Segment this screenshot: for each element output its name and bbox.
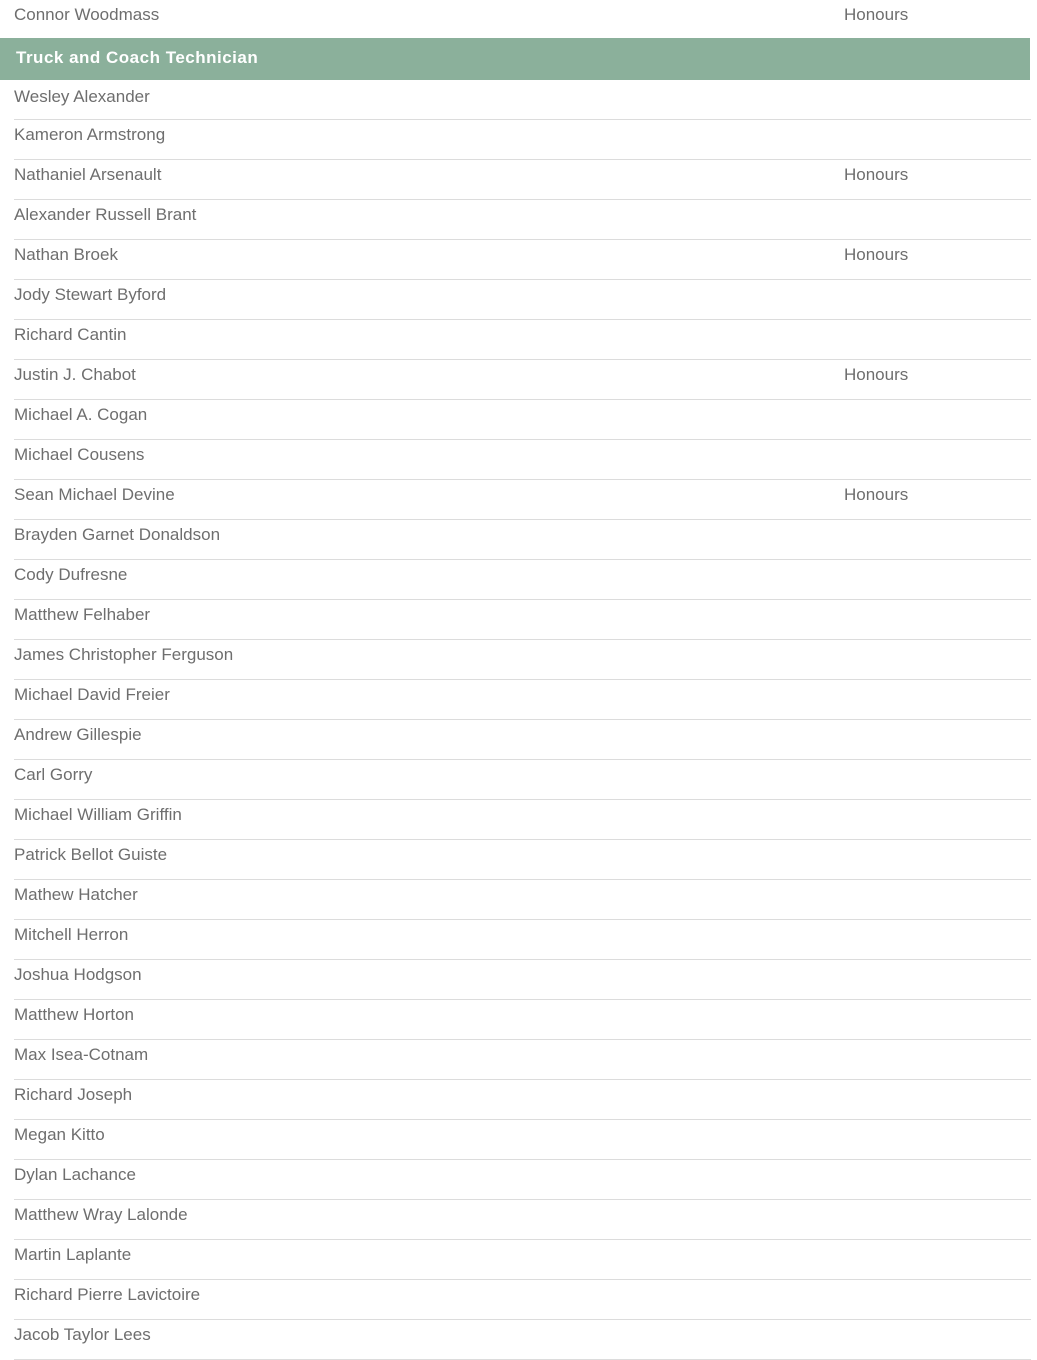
graduate-name: Jody Stewart Byford [14, 285, 167, 304]
list-item [14, 1040, 1031, 1080]
list-item [14, 920, 1031, 960]
graduate-name: Cody Dufresne [14, 565, 128, 584]
honours-label: Honours [844, 245, 909, 264]
graduate-name: Alexander Russell Brant [14, 205, 197, 224]
graduate-name: Wesley Alexander [14, 87, 150, 106]
list-item [14, 640, 1031, 680]
list-item [14, 200, 1031, 240]
graduate-name: Richard Joseph [14, 1085, 133, 1104]
list-item [14, 1240, 1031, 1280]
list-item [14, 400, 1031, 440]
list-item [14, 360, 1031, 400]
section-title: Truck and Coach Technician [16, 48, 259, 67]
list-item [14, 720, 1031, 760]
honours-label: Honours [844, 165, 909, 184]
graduate-name: Mitchell Herron [14, 925, 129, 944]
graduate-name: Sean Michael Devine [14, 485, 175, 504]
graduate-name: Mathew Hatcher [14, 885, 138, 904]
list-item [14, 1200, 1031, 1240]
graduate-name: Richard Pierre Lavictoire [14, 1285, 201, 1304]
honours-label: Honours [844, 365, 909, 384]
graduate-name: Joshua Hodgson [14, 965, 142, 984]
graduate-name: Michael William Griffin [14, 805, 182, 824]
graduate-name: Nathan Broek [14, 245, 118, 264]
list-item [14, 760, 1031, 800]
graduate-name: Connor Woodmass [14, 5, 160, 24]
list-item [14, 120, 1031, 160]
list-item [14, 1000, 1031, 1040]
graduate-name: Justin J. Chabot [14, 365, 136, 384]
list-item [14, 1080, 1031, 1120]
graduate-name: Andrew Gillespie [14, 725, 142, 744]
graduate-name: Jacob Taylor Lees [14, 1325, 151, 1344]
graduate-name: Megan Kitto [14, 1125, 105, 1144]
list-item [14, 520, 1031, 560]
section-rows [0, 80, 1031, 1360]
graduate-name: Martin Laplante [14, 1245, 132, 1264]
graduate-name: Brayden Garnet Donaldson [14, 525, 221, 544]
graduate-name: Patrick Bellot Guiste [14, 845, 168, 864]
list-item [14, 480, 1031, 520]
list-item [14, 1160, 1031, 1200]
graduate-name: James Christopher Ferguson [14, 645, 234, 664]
honours-label: Honours [844, 5, 909, 24]
graduate-name: Michael Cousens [14, 445, 145, 464]
graduate-name: Michael David Freier [14, 685, 170, 704]
list-item [14, 320, 1031, 360]
list-item [14, 840, 1031, 880]
list-item [14, 800, 1031, 840]
list-item [14, 80, 1031, 120]
graduate-name: Matthew Felhaber [14, 605, 151, 624]
list-item [14, 440, 1031, 480]
graduate-name: Matthew Horton [14, 1005, 134, 1024]
graduate-name: Michael A. Cogan [14, 405, 148, 424]
graduate-name: Max Isea-Cotnam [14, 1045, 149, 1064]
list-item [14, 1120, 1031, 1160]
list-item [14, 880, 1031, 920]
list-item [14, 280, 1031, 320]
list-item [14, 960, 1031, 1000]
graduate-name: Richard Cantin [14, 325, 127, 344]
list-item [14, 680, 1031, 720]
graduate-name: Carl Gorry [14, 765, 93, 784]
list-item [14, 1280, 1031, 1320]
graduate-name: Kameron Armstrong [14, 125, 166, 144]
graduate-name: Matthew Wray Lalonde [14, 1205, 188, 1224]
list-item [14, 560, 1031, 600]
list-item [14, 240, 1031, 280]
honours-label: Honours [844, 485, 909, 504]
list-item [14, 0, 1031, 38]
list-item [14, 1320, 1031, 1360]
graduate-name: Dylan Lachance [14, 1165, 136, 1184]
list-item [14, 160, 1031, 200]
list-item [14, 600, 1031, 640]
graduate-name: Nathaniel Arsenault [14, 165, 162, 184]
section-header [0, 38, 1030, 80]
